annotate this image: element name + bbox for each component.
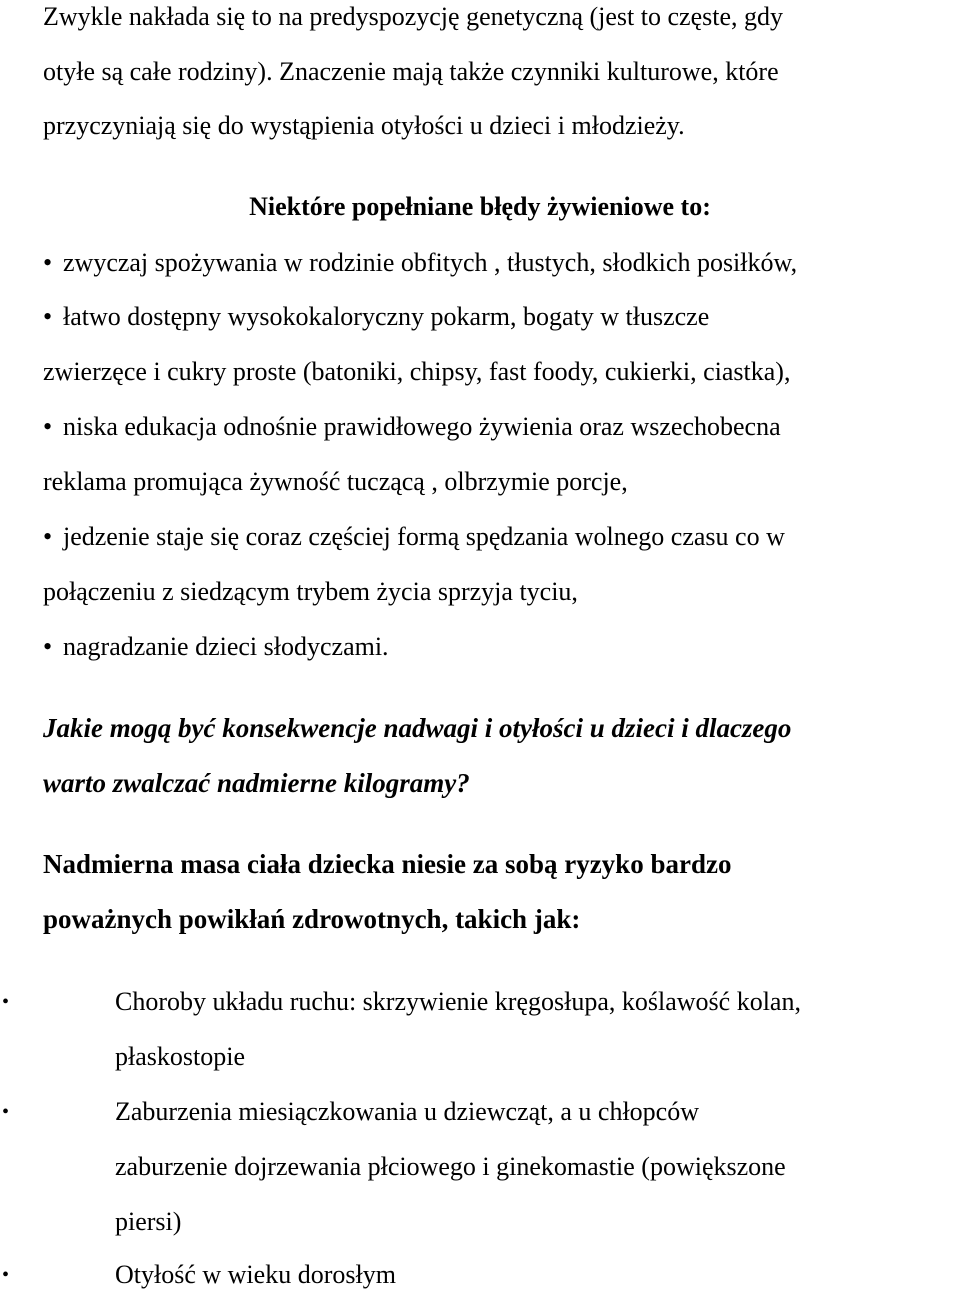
- error-item-1: zwyczaj spożywania w rodzinie obfitych , tłustych, słodkich posiłków,: [63, 248, 798, 277]
- complication-item-2-continued: zaburzenie dojrzewania płciowego i ginekomastie (powiększone: [115, 1152, 786, 1181]
- bullet-icon: •: [43, 412, 53, 441]
- list-item: [43, 302, 709, 332]
- bullet-icon: •: [2, 991, 10, 1013]
- question-line-2: warto zwalczać nadmierne kilogramy?: [43, 768, 470, 798]
- bullet-icon: •: [2, 1101, 10, 1123]
- list-item: [43, 522, 785, 552]
- error-item-4-continued: połączeniu z siedzącym trybem życia sprzyja tyciu,: [43, 577, 578, 606]
- error-item-2: łatwo dostępny wysokokaloryczny pokarm, bogaty w tłuszcze: [63, 302, 710, 331]
- complication-item-2-continued-2: piersi): [115, 1207, 182, 1236]
- complication-item-1-continued: płaskostopie: [115, 1042, 245, 1071]
- error-item-4: jedzenie staje się coraz częściej formą spędzania wolnego czasu co w: [63, 522, 785, 551]
- errors-heading: Niektóre popełniane błędy żywieniowe to:: [249, 192, 711, 221]
- error-item-3: niska edukacja odnośnie prawidłowego żywienia oraz wszechobecna: [63, 412, 781, 441]
- error-item-5: nagradzanie dzieci słodyczami.: [63, 632, 389, 661]
- intro-line-1: Zwykle nakłada się to na predyspozycję genetyczną (jest to częste, gdy: [43, 2, 783, 31]
- bullet-icon: •: [2, 1264, 10, 1286]
- bullet-icon: •: [43, 248, 53, 277]
- question-line-1: Jakie mogą być konsekwencje nadwagi i otyłości u dzieci i dlaczego: [43, 713, 792, 743]
- intro-line-3: przyczyniają się do wystąpienia otyłości u dzieci i młodzieży.: [43, 111, 685, 140]
- error-item-3-continued: reklama promująca żywność tuczącą , olbrzymie porcje,: [43, 467, 628, 496]
- complication-item-3: Otyłość w wieku dorosłym: [115, 1260, 396, 1289]
- complication-item-2: Zaburzenia miesiączkowania u dziewcząt, a u chłopców: [115, 1097, 699, 1126]
- bullet-icon: •: [43, 632, 53, 661]
- list-item: [43, 248, 797, 278]
- risks-line-1: Nadmierna masa ciała dziecka niesie za sobą ryzyko bardzo: [43, 849, 732, 879]
- list-item: [43, 632, 389, 662]
- list-item: [43, 412, 781, 442]
- intro-line-2: otyłe są całe rodziny). Znaczenie mają także czynniki kulturowe, które: [43, 57, 779, 86]
- bullet-icon: •: [43, 522, 53, 551]
- complication-item-1: Choroby układu ruchu: skrzywienie kręgosłupa, koślawość kolan,: [115, 987, 801, 1016]
- risks-line-2: poważnych powikłań zdrowotnych, takich jak:: [43, 904, 581, 934]
- error-item-2-continued: zwierzęce i cukry proste (batoniki, chipsy, fast foody, cukierki, ciastka),: [43, 357, 791, 386]
- bullet-icon: •: [43, 302, 53, 331]
